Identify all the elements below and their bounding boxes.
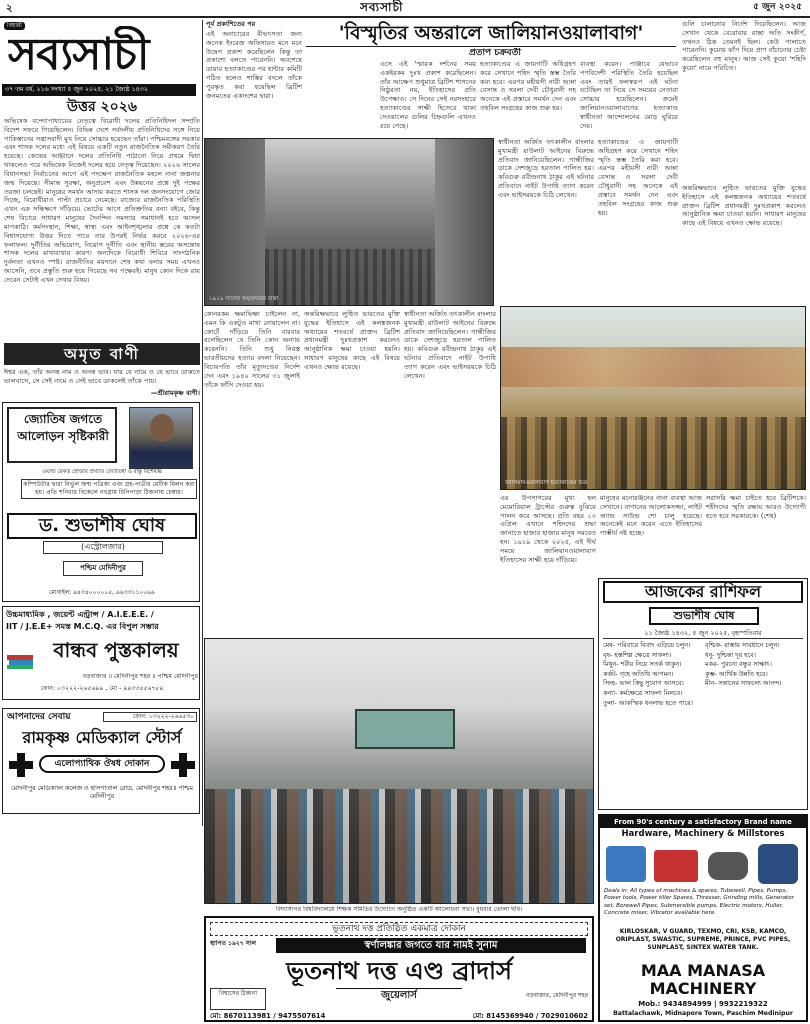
feature-col-c-cont: হত্যাকাণ্ডের এ জায়গাটি অধিগ্রহণ করে সেখানে শহিদ স্মৃতি স্তম্ভ তৈরি করা হবে। এরপর মহীয়সী নারী আন্না বেসান্ত ও সরলা দেবী চৌধুরানী সহ অনেকে এই প্রস্তাবে সমর্থন দেন এবং তহবিল সংগ্রহের কাজ শুরু হয়।: [598, 138, 678, 217]
rashifal-left: [603, 641, 703, 807]
rashi-left-2: বৃষ- হস্তশিল্প ক্ষেত্রে সাফল্য।: [603, 650, 672, 659]
book-address: বড়বাজার ॥ মেদিনীপুর শহর ॥ পশ্চিম মেদিনীপুর: [82, 673, 198, 680]
book-line1: উচ্চমাধ্যমিক , জয়েন্ট এন্ট্রান্স / A.I.E.E.E. /: [6, 610, 154, 619]
medical-name: রামকৃষ্ণ মেডিক্যাল স্টোর্স: [22, 728, 182, 747]
seminar-caption: বিদ্যাসাগর বিশ্ববিদ্যালয়ে শিক্ষক সমিতির উদ্যোগে অনুষ্ঠিত একটি আলোচনা সভা। বুধবার তোলা ছবি।: [275, 906, 523, 913]
feature-col-a: এসে এই 'স্মারক দর্শনের সময় একইরকম দুঃখ প্রকাশ করেছিলেন। তাঁর আক্ষেপ শুধুমাত্র ব্রিটিশ শাসনের নিষ্ঠুরতা নয়, ইতিহাসের প্রতি উপেক্ষাও। সে দিনের সেই নরসংহারে হত্যাকাণ্ডের সাক্ষী হিসেবে থাকা দেওয়ালের গুলির চিহ্নগুলি এখনও রয়ে গেছে।: [380, 60, 476, 130]
rashifal-right: [705, 641, 805, 807]
rashi-left-3: মিথুন- শরীর নিয়ে সতর্ক থাকুন।: [603, 660, 682, 669]
medical-address: মেদিনীপুর মেডিক্যাল কলেজ ও হাসপাতাল রোড, মেদিনীপুর শহর॥ পশ্চিম মেদিনীপুর: [11, 785, 193, 801]
issue-line: ৩৭ তম বর্ষ, ২১৬ সংখ্যা ৫ জুন ২০২৫, ২১ জ্যৈষ্ঠ ১৪৩২: [2, 84, 196, 96]
jewel-phone2: মো: 8145369940 / 7029010602: [472, 1012, 588, 1020]
rashi-right-4: কুম্ভ- আর্থিক উন্নতি হবে।: [705, 669, 768, 678]
masthead-tag: বিহারী: [4, 22, 25, 30]
medical-sub: এলোপ্যাথিক ঔষধ দোকান: [39, 755, 165, 773]
col-mid-f: সরাসরি ক্ষমা চাইতে হবে ব্রিটিশকে। শহীদদের স্মৃতি রক্ষায় আরও উদ্যোগী হতে হবে সরকারকে। (শেষ): [706, 494, 806, 520]
seminar-photo: [204, 638, 594, 904]
tank-icon: [758, 844, 798, 884]
massacre-painting: [500, 306, 806, 490]
books-icon: [7, 641, 35, 669]
feature-col-c: ব্যবস্থা করেন। পাঞ্জাবে যেভাবে পণবিদেশী পরিস্থিতি তৈরি হয়েছিল এবং তারই ফলস্বরূপ এই ঘটনা ঘটেছিল তা নিয়ে সে সময়ের নেতারা সোচ্চার হয়েছিলেন। ক্রমেই জালিয়ানওয়ালাবাগের হত্যাকাণ্ড স্বাধীনতা আন্দোলনের মোড় ঘুরিয়ে দেয়।: [580, 60, 678, 130]
feature-byline: প্রতাপ চক্রবর্তী: [468, 48, 522, 58]
rashi-right-3: মকর- পুরনো বন্ধুর সাক্ষাৎ।: [705, 660, 772, 669]
astro-heading-box: [7, 407, 117, 463]
book-phone: ফোন: ০৩২২২-২৬৫৬৯৯ , মো - ৯৯৩৩৪৫৬৭৮৯: [40, 685, 164, 692]
rashi-left-6: কন্যা- কর্মক্ষেত্রে সাফল্য মিলবে।: [603, 689, 683, 698]
painting-caption: জালিয়ানওয়ালাবাগ হত্যাকাণ্ডের চিত্র: [505, 479, 588, 486]
rashi-right-1: বৃশ্চিক- রাস্তায় সাবধানে চলুন।: [705, 641, 780, 649]
feature-title: 'বিস্মৃতির অন্তরালে জালিয়ানওয়ালাবাগ': [306, 20, 676, 47]
hardware-addr: Battalachawk, Midnapore Town, Paschim Medinipur: [613, 1010, 793, 1017]
masthead: [4, 22, 194, 84]
jewel-addr: বড়বাজার, মেদিনীপুর শহর: [525, 992, 588, 999]
rashifal-box: [598, 578, 808, 810]
astrologer-name: ড. শুভাশীষ ঘোষ: [7, 513, 197, 539]
medical-cross-right-icon: [171, 753, 195, 777]
hardware-name1: MAA MANASA: [640, 961, 766, 980]
motor-icon: [708, 852, 748, 880]
medical-cross-left-icon: [9, 753, 33, 777]
hardware-top: From 90's century a satisfactory Brand name: [600, 816, 806, 828]
jewel-ad: [204, 916, 594, 1022]
astro-phone: মোবাইল: ৯৪৩৪০০০০০৫, ৯৯৩৩১১০০৬৯: [49, 589, 155, 596]
editorial-body: অভিষেক বন্দ্যোপাধ্যায়ের নেতৃত্বে বিরোধী দলের প্রতিনিধিদল সম্প্রতি বিদেশ সফরে গিয়েছিলেন। বিভিন্ন দেশে সর্বদলীয় প্রতিনিধিদের সঙ্গে নিয়ে পাকিস্তানের সন্ত্রাসবাদী মুখ নিয়ে সোচ্চার হয়েছেন তাঁরা। পশ্চিমবঙ্গের সরকার এবং শাসক দলের মধ্যে এই বিষয়ে একটি নতুন রাজনৈতিক সমীকরণ তৈরি হয়েছে। কেন্দ্রের আহ্বানে দলের প্রতিনিধি পাঠানো নিয়ে প্রথমে দ্বিধা থাকলেও পরে অভিষেক নিজেই দলের হয়ে নেতৃত্ব দিয়েছেন। ২০২৬ সালের বিধানসভা নির্বাচনের আগে এই পদক্ষেপ রাজনৈতিক মহলে নানা জল্পনার জন্ম দিয়েছে। সীমান্ত সুরক্ষা, অনুপ্রবেশ এবং উন্নয়নের প্রশ্নে দুই পক্ষের তরজা চলছেই। মানুষের সমর্থন আদায় করতে শাসক দল জনসংযোগে জোর দিচ্ছে, বিরোধীরাও পাল্টা প্রচারে নেমেছে। রাজ্যের রাজনৈতিক পরিস্থিতি এখন এক সন্ধিক্ষণে দাঁড়িয়ে। ভোটের আগে প্রতিশ্রুতির বন্যা বইবে, কিন্তু শেষ বিচারে সাধারণ মানুষের দৈনন্দিন সমস্যার সমাধানই হবে আসল মাপকাঠি। কর্মসংস্থান, শিক্ষা, স্বাস্থ্য এবং আইনশৃঙ্খলার প্রশ্নে কে কতটা বিশ্বাসযোগ্য উত্তর দিতে পারে তার উপরই নির্ভর করবে ২০২৬-এর ফলাফল। দুর্নীতির অভিযোগ, নিয়োগ দুর্নীতি এবং স্থানীয় স্তরের অসন্তোষ শাসক দলের মাথাব্যথার কারণ। অন্যদিকে বিরোধী শিবিরে সাংগঠনিক দুর্বলতা এখনও স্পষ্ট। রাজনীতির ময়দানে শেষ কথা বলার সময় এখনও আসেনি, তবে প্রস্তুতি শুরু হয়ে গিয়েছে সব পক্ষেরই। মানুষ কোন দিকে রায় দেবেন সেটাই এখন দেখার বিষয়।: [4, 117, 200, 284]
historic-street-photo: [204, 138, 494, 306]
hardware-ad: [598, 814, 808, 1022]
page-header-strip: [0, 0, 810, 18]
hardware-brands: KIRLOSKAR, V GUARD, TEXMO, CRI, KSB, KAMCO, ORIPLAST, SWASTIC, SUPREME, PRINCE, PVC PIPES, SUNPLAST, SINTEX WATER TANK.: [615, 928, 791, 951]
left-column-rule: [202, 20, 203, 826]
machinery-images: [604, 842, 802, 886]
col-mid-b: অন্তরিক্ষভাবে লুণ্ঠিত ভারতের মুক্তি যুদ্ধের ইতিহাসে এই কলঙ্কজনক অধ্যায়ের শতবর্ষে প্রাক্তন ব্রিটিশ প্রধানমন্ত্রী দুঃখপ্রকাশ করলেও আনুষ্ঠানিক ক্ষমা চাওয়া হয়নি। সাধারণ মানুষের কাছে এই বিষয়ে এখনও ক্ষোভ রয়েছে।: [304, 310, 400, 371]
jewel-phone1: মো: 8670113981 / 9475507614: [210, 1012, 326, 1020]
feature-col-b: হত্যাকাণ্ডের এ জায়গাটি অধিগ্রহণ করে সেখানে শহিদ স্মৃতি স্তম্ভ তৈরি করা হবে। এরপর মহীয়সী নারী আন্না বেসান্ত ও সরলা দেবী চৌধুরানী সহ অনেকে এই প্রস্তাবে সমর্থন দেন এবং তহবিল সংগ্রহের কাজ শুরু হয়।: [480, 60, 576, 113]
col2-lead: পূর্ব প্রকাশিতের পর: [206, 20, 256, 28]
hardware-mob: Mob.: 9434894999 | 9932219322: [638, 1000, 768, 1008]
astro-line: কম্পিউটার দ্বারা নির্ভুল জন্ম পত্রিকা এবং গ্রহ-পাত্রীর মেটিক মিলন করা হয়। প্রতি শনিবার বিকেলে নবগ্রাম চিনিপাড়া ঠিকানায় চেম্বার।: [21, 479, 197, 499]
book-store-name: বান্ধব পুস্তকালয়: [53, 638, 179, 662]
rashifal-author: শুভাশীষ ঘোষ: [649, 607, 759, 625]
rashifal-date: ২১ জ্যৈষ্ঠ ১৪৩২, ৫ জুন ২০২৫, বৃহস্পতিবার: [603, 629, 803, 639]
editorial-title: উত্তর ২০২৬: [67, 99, 137, 115]
medical-ad: [2, 708, 200, 814]
hardware-deals: Deals in: All types of machines & spares, Tubewell, Pipes, Pumps, Power tools, Power tiller Spares, Thresser, Grinding mills, Generator set, Borewell Pipes, Submersible pumps, Electric motors, Huller, Concrete mixer, Vibrator available here.: [604, 888, 794, 916]
astro-area: পশ্চিম মেদিনীপুর: [63, 561, 143, 576]
feature-col-b-cont: স্বাধীনতা অর্জিত তৎকালীন বাংলার মুখ্যমন্ত্রী রাউলাট আইনের বিরুদ্ধে প্রতিবাদ জানিয়েছিলেন। গান্ধীজির ডাকে দেশজুড়ে হরতাল পালিত হয়। কবিগুরু রবীন্দ্রনাথ ঠাকুর এই ঘটনার প্রতিবাদে নাইট উপাধি ত্যাগ করেন এবং ভাইসরয়কে চিঠি লেখেন।: [498, 138, 594, 199]
book-line2: IIT / J.E.E+ সমস্ত M.C.Q. এর বিপুল সম্ভার: [6, 622, 159, 631]
col-mid-e: মানুষের মনোরঞ্জনের নানা ব্যবস্থা আজ সেখানে। বাগানের আলোকসজ্জা, লাইট অ্যান্ড সাউন্ড শো চালু হয়েছে। অনেকেই মনে করেন এতে ইতিহাসের গাম্ভীর্য নষ্ট হচ্ছে।: [600, 494, 702, 538]
jewel-hallmark: বিশ্বাসের ঠিকানা: [210, 988, 266, 1010]
page-number: ২: [6, 3, 13, 14]
rashi-right-2: ধনু- দুশ্চিন্তা দূর হবে।: [705, 650, 756, 659]
rashifal-title: আজকের রাশিফল: [603, 581, 803, 603]
astro-ad: [2, 402, 200, 602]
medical-phone: ফোন: ০৩২২২-২৬৬৫৩০: [103, 712, 197, 722]
col-mid-d: এর উপসাগরের মুখ্য হল মেমোরিয়াল ট্রাস্টের গুরুত্ব বুঝিয়ে পালন করে আসছে। প্রতি বছর ১৩ এপ্রিল এখানে শহিদদের শ্রদ্ধা জানাতে হাজার হাজার মানুষ সমবেত হন। ১৯১৯ থেকে ২০২৫, এই দীর্ঘ সময়ে জালিয়ানওয়ালাবাগ ইতিহাসের সাক্ষী হয়ে দাঁড়িয়ে।: [500, 494, 596, 564]
amrita-body: ঈশ্বর এক, তাঁর অনন্ত নাম ও অনন্ত ভাব। যার যে নামে ও যে ভাবে ডাকতে ভালবাসে, সে সেই নামে ও সেই ভাবে ডাকলেই তাঁকে পায়।: [4, 368, 200, 385]
rashi-left-5: সিংহ- ভাল কিছু সুযোগ আসবে।: [603, 679, 684, 688]
generator-icon: [654, 850, 698, 882]
feature-col-d-cont: অন্তরিক্ষভাবে লুণ্ঠিত ভারতের মুক্তি যুদ্ধের ইতিহাসে এই কলঙ্কজনক অধ্যায়ের শতবর্ষে প্রাক্তন ব্রিটিশ প্রধানমন্ত্রী দুঃখপ্রকাশ করলেও আনুষ্ঠানিক ক্ষমা চাওয়া হয়নি। সাধারণ মানুষের কাছে এই বিষয়ে এখনও ক্ষোভ রয়েছে।: [682, 184, 806, 228]
amrita-author: —শ্রীরামকৃষ্ণ বাণী।: [150, 389, 200, 397]
jewel-name: ভূতনাথ দত্ত এণ্ড ব্রাদার্স: [286, 956, 512, 985]
jewel-sub: জুয়েলার্স: [336, 988, 462, 1002]
rashi-left-1: মেষ- পরিবারে বিবাদ এড়িয়ে চলুন।: [603, 641, 691, 649]
rashi-left-4: কর্কট- গৃহে অতিথি আগমন।: [603, 669, 674, 678]
book-ad: [2, 606, 200, 700]
astro-sub: ওয়ার্ল্ড রেকর্ড হোল্ডার প্রখ্যাত জ্যোতিষী ও বাস্তু বিশেষজ্ঞ: [42, 469, 162, 475]
header-date: ৫ জুন ২০২৫: [753, 2, 802, 12]
astrologer-photo: [129, 407, 193, 469]
street-photo-caption: ১৯১৯ সালের অমৃতসরের রাস্তা: [209, 295, 279, 302]
amrita-title: অমৃত বাণী: [4, 343, 200, 365]
masthead-title: সব্যসাচী: [8, 29, 149, 80]
rashi-right-5: মীন- সন্তানের সাফল্যে আনন্দ।: [705, 679, 782, 688]
jewel-est: স্থাপিত ১৯২৭ সাল: [210, 940, 256, 947]
rashi-left-7: তুলা- আকস্মিক ধনলাভ হতে পারে।: [603, 698, 693, 707]
jewel-tag: স্বর্ণালঙ্কার জগতে যার নামই সুনাম: [276, 938, 586, 953]
hardware-title: Hardware, Machinery & Millstores: [621, 829, 785, 839]
jewel-top: ভূতনাথ দত্ত প্রতিষ্ঠিত একমাত্র দোকান: [210, 922, 588, 936]
hardware-name2: MACHINERY: [649, 979, 757, 998]
col2-body: এই অনাচারের বীভৎসতা জন্য অনেক ইংরেজ অফিসারও মনে মনে উদ্বেগ প্রকাশ করেছিলেন কিন্তু তা প্রকাশ্যে বলতে পারেননি। অবশেষে ডায়ার হত্যাকাণ্ডের পর হান্টার কমিটি গঠিত হলেও শাস্তির বদলে তাঁকে পুরস্কৃত করা হয়েছিল ব্রিটিশ জনমতের একাংশের দ্বারা।: [206, 30, 302, 100]
col-mid-a: কোনরকম ক্ষমাভিক্ষা চাইলেন না, এমন কি একটুও মাথা নোয়ালেন না। কোর্টে দাঁড়িয়ে তিনি বারবার বলেছিলেন যে তিনি কোন অন্যায় করেননি। তিনি শুধু নিরস্ত্র ভারতীয়দের হত্যার বদলা নিয়েছেন। বিচারপতি তাঁর মৃত্যুদণ্ডের নির্দেশ দেন এবং ১৯৪০ সালের ৩১ জুলাই তাঁকে ফাঁসি দেওয়া হয়।: [204, 310, 300, 389]
feature-col-d: গুলি চালানোর নির্দেশ দিয়েছিলেন। আজ সেখান থেকে বেরোবার রাস্তা অতি সংকীর্ণ, তখনও ঠিক তেমনই ছিল। কেউ পালাতে পারেননি। কুয়োয় ঝাঁপ দিয়ে প্রাণ বাঁচানোর চেষ্টা করেছিলেন বহু মানুষ। আজ সেই কুয়ো 'শহিদি কুয়ো' নামে পরিচিত।: [682, 20, 806, 73]
medical-top: আপনাদের সেবায়: [7, 712, 71, 722]
header-masthead: সব্যসাচী: [360, 0, 404, 14]
astro-heading: জ্যোতিষ জগতে আলোড়ন সৃষ্টিকারী: [17, 412, 109, 443]
pump-icon: [606, 846, 646, 882]
astro-degree: (এস্ট্রোলজার): [43, 541, 163, 554]
col-mid-c: স্বাধীনতা অর্জিত তৎকালীন বাংলার মুখ্যমন্ত্রী রাউলাট আইনের বিরুদ্ধে প্রতিবাদ জানিয়েছিলেন। গান্ধীজির ডাকে দেশজুড়ে হরতাল পালিত হয়। কবিগুরু রবীন্দ্রনাথ ঠাকুর এই ঘটনার প্রতিবাদে নাইট উপাধি ত্যাগ করেন এবং ভাইসরয়কে চিঠি লেখেন।: [404, 310, 496, 380]
